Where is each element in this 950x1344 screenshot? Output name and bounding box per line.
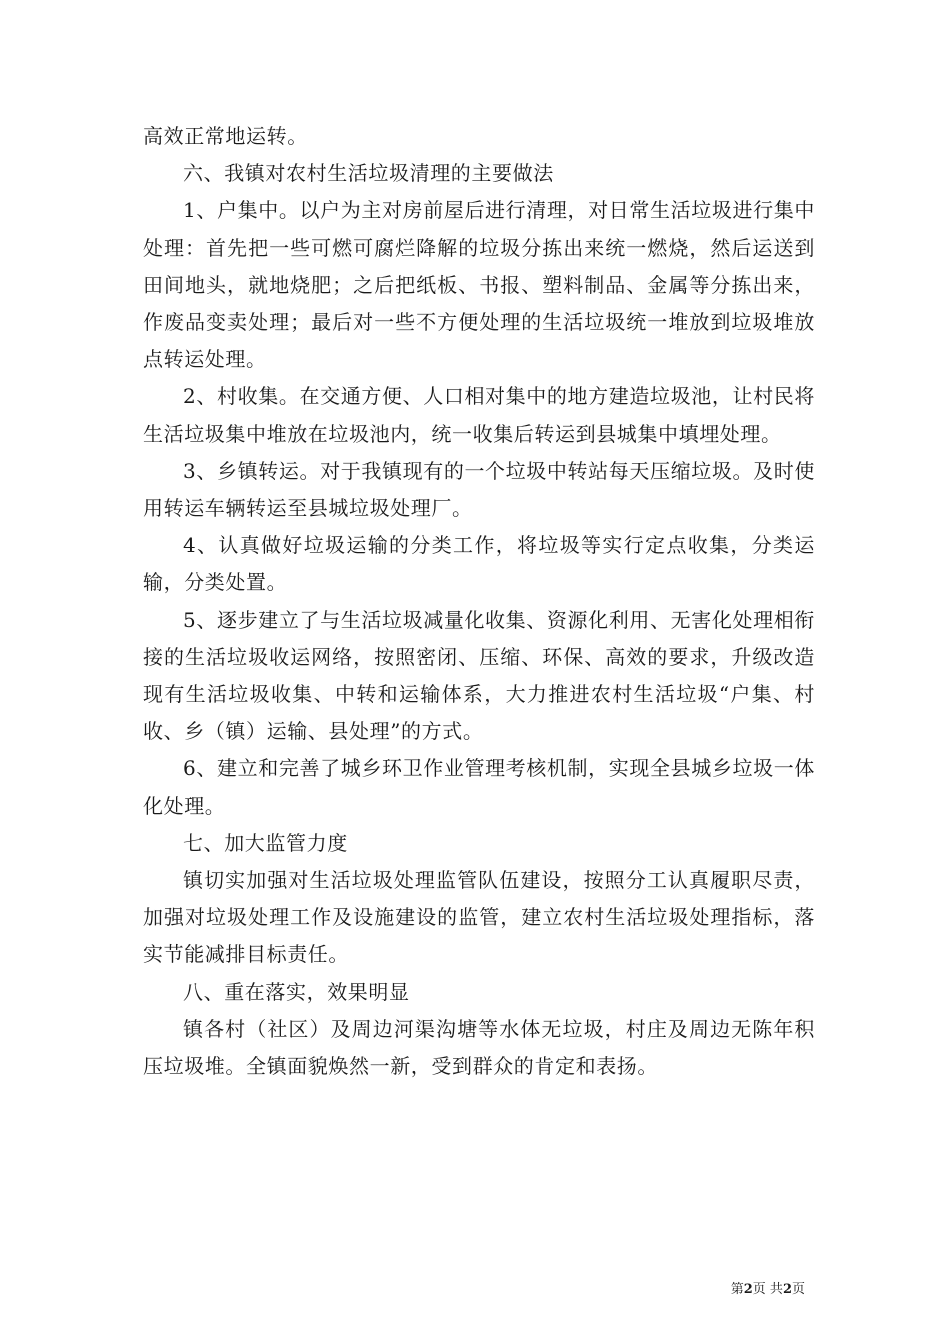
paragraph-item-3: 3、乡镇转运。对于我镇现有的一个垃圾中转站每天压缩垃圾。及时使用转运车辆转运至县城垃圾处理厂。	[143, 458, 815, 521]
section-heading-8: 八、重在落实，效果明显	[183, 979, 410, 1004]
footer-current-page: 2	[743, 1282, 753, 1297]
footer-total-pages: 2	[782, 1282, 792, 1297]
paragraph-results: 镇各村（社区）及周边河渠沟塘等水体无垃圾，村庄及周边无陈年积压垃圾堆。全镇面貌焕然一新，受到群众的肯定和表扬。	[143, 1016, 815, 1079]
paragraph-item-1: 1、户集中。以户为主对房前屋后进行清理，对日常生活垃圾进行集中处理：首先把一些可燃可腐烂降解的垃圾分拣出来统一燃烧，然后运送到田间地头，就地烧肥；之后把纸板、书报、塑料制品、金属等分拣出来，作废品变卖处理；最后对一些不方便处理的生活垃圾统一堆放到垃圾堆放点转运处理。	[143, 198, 815, 372]
footer-prefix: 第	[730, 1282, 744, 1297]
footer-middle: 页 共	[752, 1282, 783, 1297]
paragraph-supervision: 镇切实加强对生活垃圾处理监管队伍建设，按照分工认真履职尽责，加强对垃圾处理工作及设施建设的监管，建立农村生活垃圾处理指标，落实节能减排目标责任。	[143, 868, 815, 967]
paragraph-item-4: 4、认真做好垃圾运输的分类工作，将垃圾等实行定点收集，分类运输，分类处置。	[143, 533, 815, 595]
footer-suffix: 页	[791, 1282, 805, 1297]
section-heading-6: 六、我镇对农村生活垃圾清理的主要做法	[183, 161, 554, 186]
paragraph-1: 高效正常地运转。	[143, 124, 308, 148]
paragraph-item-6: 6、建立和完善了城乡环卫作业管理考核机制，实现全县城乡垃圾一体化处理。	[143, 756, 815, 818]
section-heading-7: 七、加大监管力度	[183, 830, 348, 855]
paragraph-item-2: 2、村收集。在交通方便、人口相对集中的地方建造垃圾池，让村民将生活垃圾集中堆放在垃圾池内，统一收集后转运到县城集中填埋处理。	[143, 384, 815, 446]
page-footer	[731, 1278, 805, 1297]
document-body	[143, 118, 815, 1085]
paragraph-item-5: 5、逐步建立了与生活垃圾减量化收集、资源化利用、无害化处理相衔接的生活垃圾收运网络，按照密闭、压缩、环保、高效的要求，升级改造现有生活垃圾收集、中转和运输体系，大力推进农村生活垃圾“户集、村收、乡（镇）运输、县处理”的方式。	[143, 607, 815, 744]
